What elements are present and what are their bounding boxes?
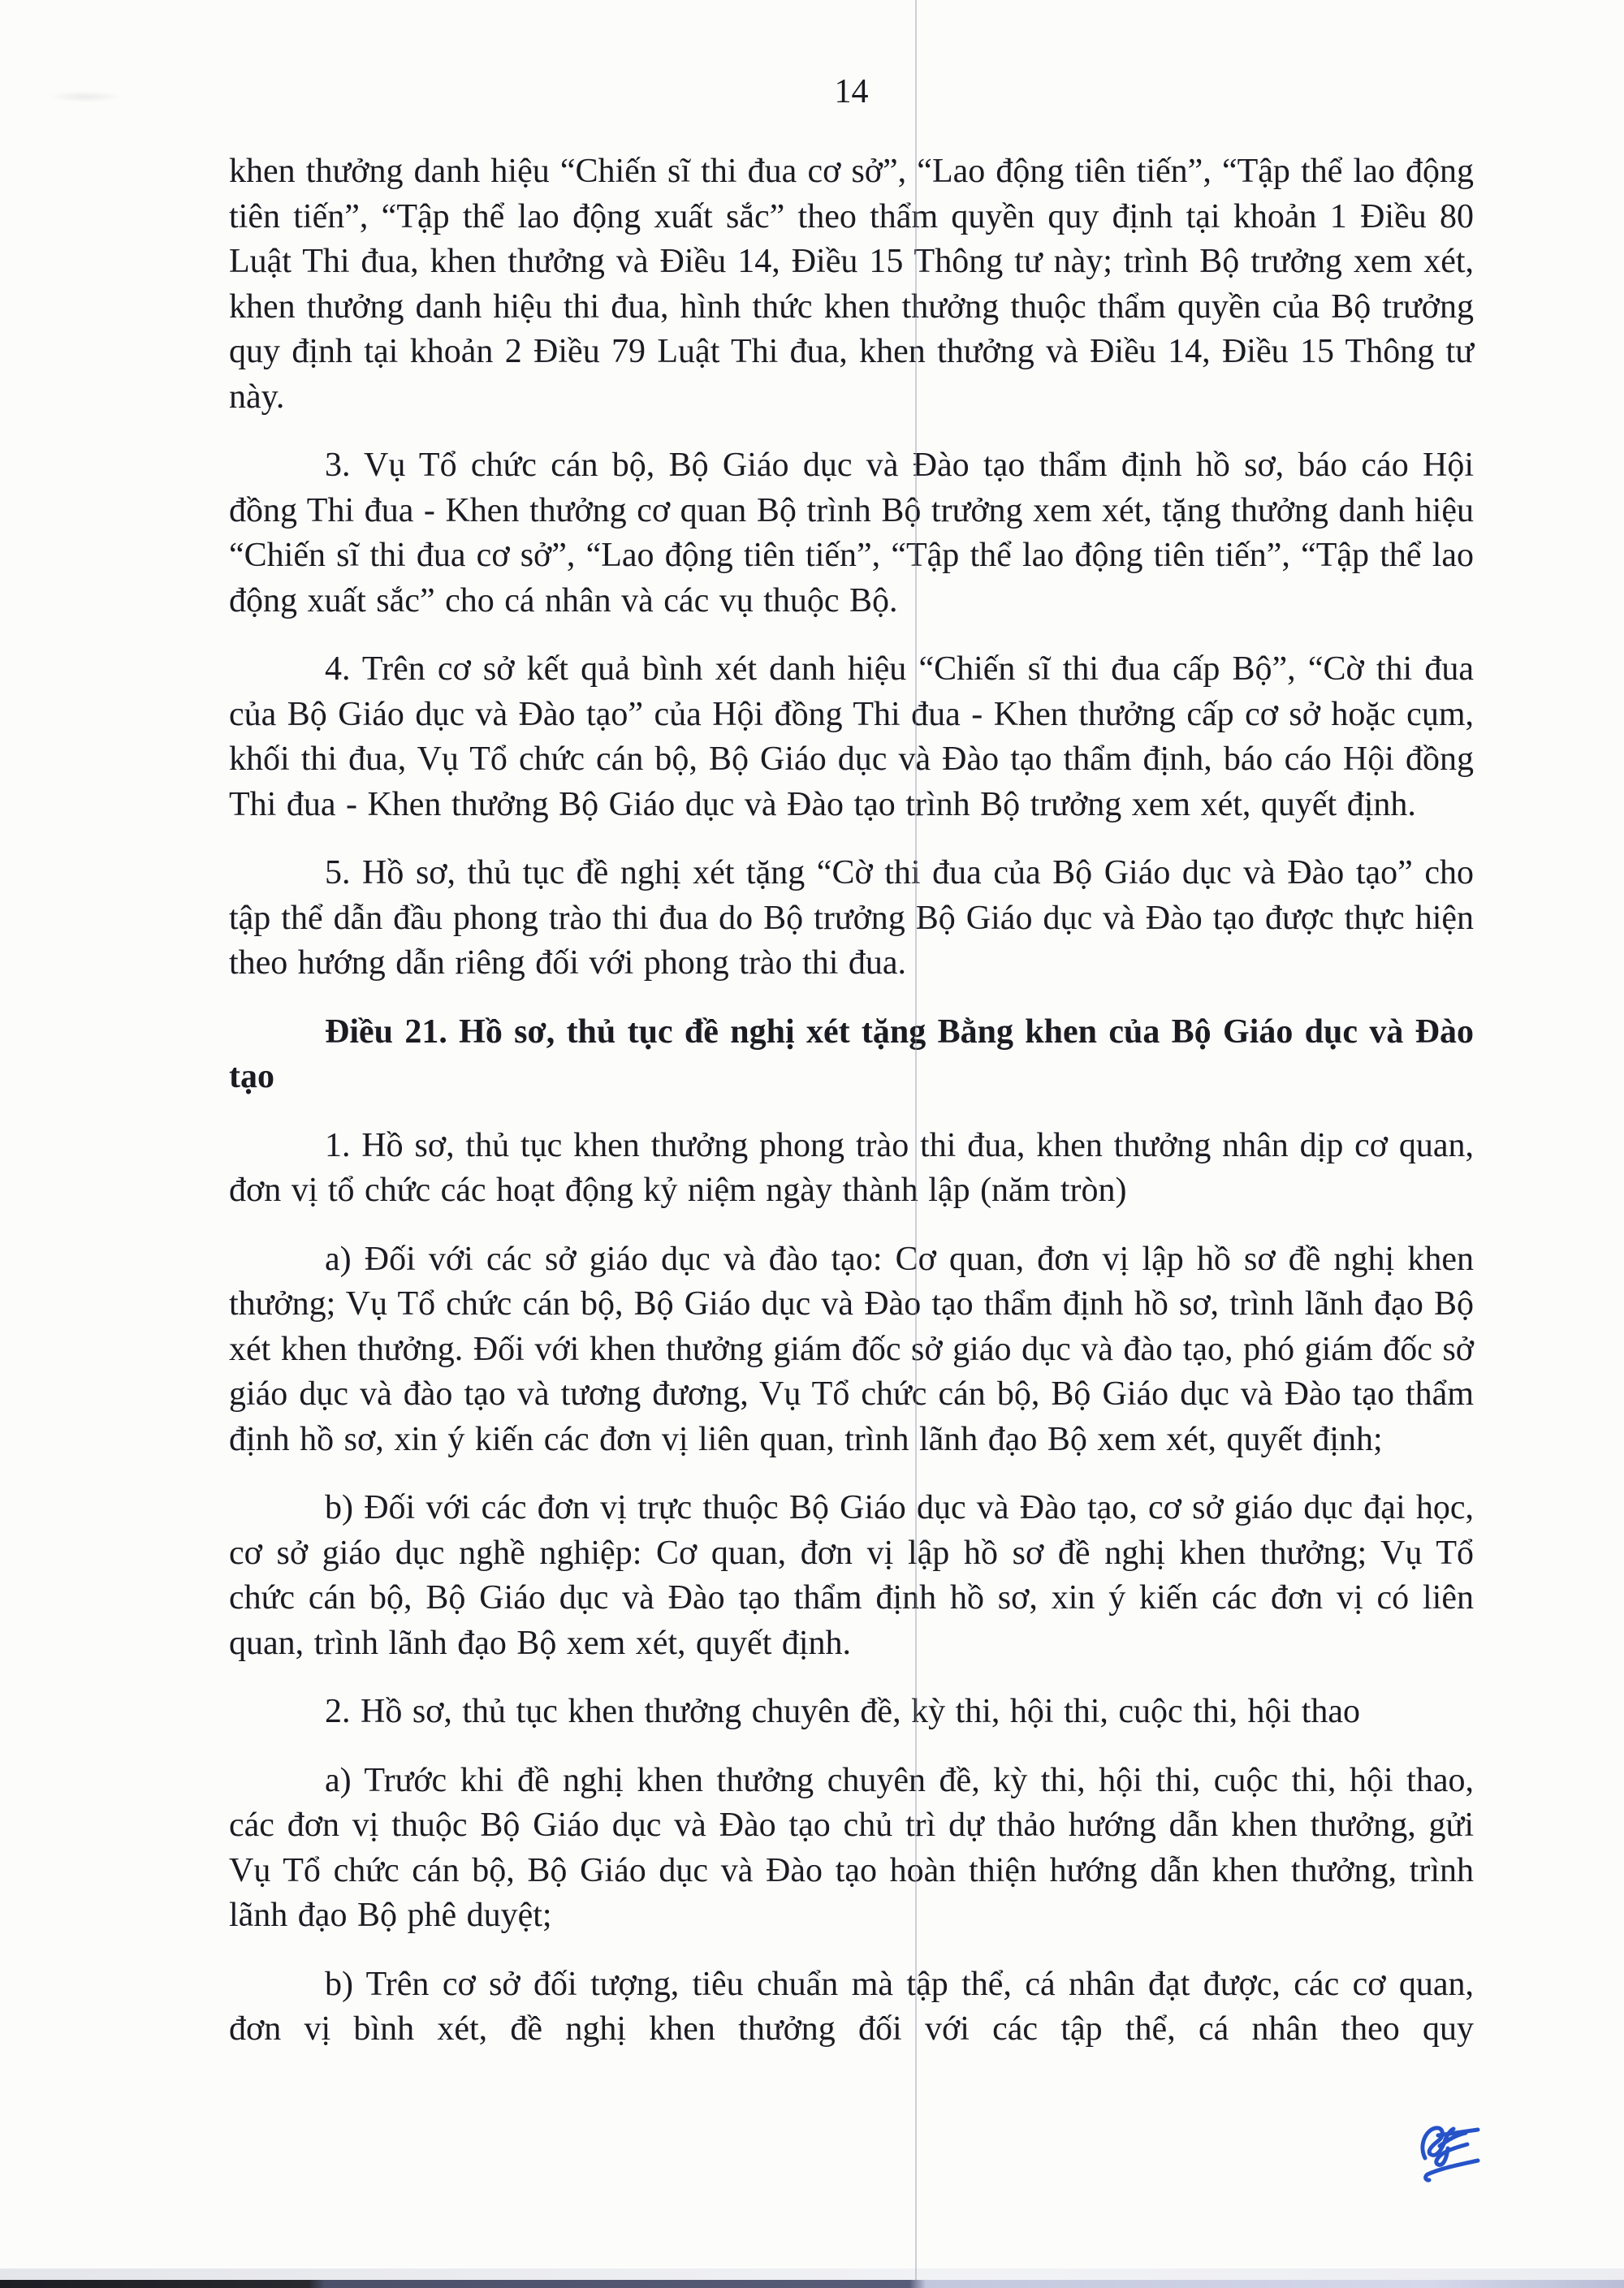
paragraph-article21-item-2b: b) Trên cơ sở đối tượng, tiêu chuẩn mà tập thể, cá nhân đạt được, các cơ quan, đơn vị bình xét, đề nghị khen thưởng đối với các tập thể, cá nhân theo quy — [229, 1965, 1474, 2048]
paragraph-article21-item-2a: a) Trước khi đề nghị khen thưởng chuyên đề, kỳ thi, hội thi, cuộc thi, hội thao, các đơn vị thuộc Bộ Giáo dục và Đào tạo chủ trì dự thảo hướng dẫn khen thưởng, gửi Vụ Tổ chức cán bộ, Bộ Giáo dục và Đào tạo hoàn thiện hướng dẫn khen thưởng, trình lãnh đạo Bộ phê duyệt; — [229, 1761, 1474, 1934]
paragraph-item-3: 3. Vụ Tổ chức cán bộ, Bộ Giáo dục và Đào tạo thẩm định hồ sơ, báo cáo Hội đồng Thi đua - Khen thưởng cơ quan Bộ trình Bộ trưởng xem xét, tặng thưởng danh hiệu “Chiến sĩ thi đua cơ sở”, “Lao động tiên tiến”, “Tập thể lao động tiên tiến”, “Tập thể lao động xuất sắc” cho cá nhân và các vụ thuộc Bộ. — [229, 447, 1474, 619]
paragraph-article21-item-1a: a) Đối với các sở giáo dục và đào tạo: Cơ quan, đơn vị lập hồ sơ đề nghị khen thưởng; Vụ Tổ chức cán bộ, Bộ Giáo dục và Đào tạo thẩm định hồ sơ, trình lãnh đạo Bộ xét khen thưởng. Đối với khen thưởng giám đốc sở giáo dục và đào tạo, phó giám đốc sở giáo dục và đào tạo và tương đương, Vụ Tổ chức cán bộ, Bộ Giáo dục và Đào tạo thẩm định hồ sơ, xin ý kiến các đơn vị liên quan, trình lãnh đạo Bộ xem xét, quyết định; — [229, 1240, 1474, 1458]
scan-bottom-edge — [0, 2280, 1624, 2288]
article-21-heading: Điều 21. Hồ sơ, thủ tục đề nghị xét tặng Bằng khen của Bộ Giáo dục và Đào tạo — [229, 1012, 1474, 1095]
scan-smudge — [49, 91, 122, 102]
page-number: 14 — [834, 73, 869, 110]
paragraph-article21-item-2: 2. Hồ sơ, thủ tục khen thưởng chuyên đề, kỳ thi, hội thi, cuộc thi, hội thao — [325, 1693, 1361, 1730]
scan-bottom-haze — [0, 2269, 1624, 2280]
paragraph-item-4: 4. Trên cơ sở kết quả bình xét danh hiệu “Chiến sĩ thi đua cấp Bộ”, “Cờ thi đua của Bộ Giáo dục và Đào tạo” của Hội đồng Thi đua - Khen thưởng cấp cơ sở hoặc cụm, khối thi đua, Vụ Tổ chức cán bộ, Bộ Giáo dục và Đào tạo thẩm định, báo cáo Hội đồng Thi đua - Khen thưởng Bộ Giáo dục và Đào tạo trình Bộ trưởng xem xét, quyết định. — [229, 650, 1474, 823]
paragraph-item-5: 5. Hồ sơ, thủ tục đề nghị xét tặng “Cờ thi đua của Bộ Giáo dục và Đào tạo” cho tập thể dẫn đầu phong trào thi đua do Bộ trưởng Bộ Giáo dục và Đào tạo được thực hiện theo hướng dẫn riêng đối với phong trào thi đua. — [229, 854, 1474, 982]
paragraph-article21-item-1: 1. Hồ sơ, thủ tục khen thưởng phong trào thi đua, khen thưởng nhân dịp cơ quan, đơn vị tổ chức các hoạt động kỷ niệm ngày thành lập (năm tròn) — [229, 1126, 1474, 1209]
paragraph-article21-item-1b: b) Đối với các đơn vị trực thuộc Bộ Giáo dục và Đào tạo, cơ sở giáo dục đại học, cơ sở giáo dục nghề nghiệp: Cơ quan, đơn vị lập hồ sơ đề nghị khen thưởng; Vụ Tổ chức cán bộ, Bộ Giáo dục và Đào tạo thẩm định hồ sơ, xin ý kiến các đơn vị có liên quan, trình lãnh đạo Bộ xem xét, quyết định. — [229, 1489, 1474, 1662]
document-body — [229, 149, 1474, 2076]
signature-initials — [1411, 2121, 1489, 2194]
page-fold-line — [915, 0, 917, 2288]
signature-initials-icon — [1411, 2121, 1489, 2194]
paragraph-continuation: khen thưởng danh hiệu “Chiến sĩ thi đua cơ sở”, “Lao động tiên tiến”, “Tập thể lao động tiên tiến”, “Tập thể lao động xuất sắc” theo thẩm quyền quy định tại khoản 1 Điều 80 Luật Thi đua, khen thưởng và Điều 14, Điều 15 Thông tư này; trình Bộ trưởng xem xét, khen thưởng danh hiệu thi đua, hình thức khen thưởng thuộc thẩm quyền của Bộ trưởng quy định tại khoản 2 Điều 79 Luật Thi đua, khen thưởng và Điều 14, Điều 15 Thông tư này. — [229, 153, 1474, 416]
